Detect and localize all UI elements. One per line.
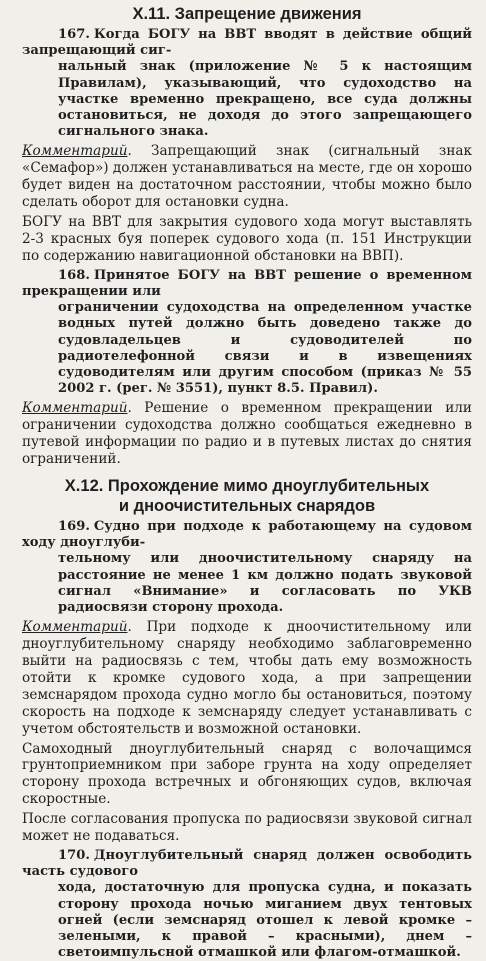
comment-168-text: . Решение о временном прекращении или ограничении судоходства должно сообщаться ежедневно в путевой информации по радио и в путевых листах до снятия ограничений. [22, 400, 472, 468]
rule-168-number: 168. [58, 267, 90, 283]
comment-168 [22, 400, 472, 468]
rule-170-number: 170. [58, 848, 90, 864]
rule-168-first-line [22, 268, 472, 300]
section-12-title-line1: X.12. Прохождение мимо дноуглубительных [64, 477, 430, 496]
rule-167-continuation: нальный знак (приложение № 5 к настоящим Правилам), указывающий, что судоходство на участке временно прекращено, все суда должны остановиться, не доходя до этого запрещающего сигнального знака. [58, 59, 472, 140]
rule-167-number: 167. [58, 27, 90, 42]
paragraph-dredge: Самоходный дноуглубительный снаряд с волочащимся грунтоприемником при заборе грунта на ходу определяет сторону прохода встречных и обгоняющих судов, включая скоростные. [22, 740, 472, 808]
section-12-title [22, 476, 472, 516]
comment-167 [22, 143, 472, 211]
rule-170 [22, 848, 472, 961]
rule-170-first-text: Дноуглубительный снаряд должен освободить часть судового [22, 848, 472, 880]
section-11-title: X.11. Запрещение движения [132, 5, 362, 23]
rule-167-first-line [22, 27, 472, 59]
rule-167 [22, 27, 472, 140]
rule-167-first-text: Когда БОГУ на ВВТ вводят в действие общий запрещающий сиг- [22, 27, 472, 59]
rule-170-first-line [22, 848, 472, 880]
rule-169-first-text: Судно при подходе к работающему на судовом ходу дноуглуби- [22, 519, 472, 551]
paragraph-after-agreement: После согласования пропуска по радиосвязи звуковой сигнал может не подаваться. [22, 811, 472, 845]
rule-168-first-text: Принятое БОГУ на ВВТ решение о временном прекращении или [22, 267, 472, 299]
comment-label: Комментарий [22, 619, 128, 636]
rule-169 [22, 519, 472, 616]
rule-169-continuation: тельному или дноочистительному снаряду на расстояние не менее 1 км должно подать звуковой сигнал «Внимание» и согласовать по УКВ радиосвязи сторону прохода. [58, 551, 472, 616]
comment-label: Комментарий [22, 143, 128, 160]
rule-170-continuation: хода, достаточную для пропуска судна, и показать сторону прохода ночью миганием двух тентовых огней (если земснаряд отошел к левой кромке – зелеными, к правой – красными), днем – светоимпульсной отмашкой или флагом-отмашкой. [58, 880, 472, 961]
rule-169-first-line [22, 519, 472, 551]
comment-label: Комментарий [22, 400, 128, 417]
comment-167-text: . Запрещающий знак (сигнальный знак «Семафор») должен устанавливаться на месте, где он хорошо будет виден на достаточном расстоянии, чтобы можно было сделать оборот для остановки судна. [22, 143, 472, 211]
rule-169-number: 169. [58, 519, 90, 535]
comment-169 [22, 619, 472, 737]
rule-168 [22, 268, 472, 398]
section-12-title-line2: и дноочистительных снарядов [118, 497, 376, 516]
rule-168-continuation: ограничении судоходства на определенном участке водных путей должно быть доведено также до судовладельцев и судоводителей по радиотелефонной связи и в извещениях судоводителям или другим способом (приказ № 55 2002 г. (рег. № 3551), пункт 8.5. Правил). [58, 300, 472, 397]
paragraph-buoys: БОГУ на ВВТ для закрытия судового хода могут выставлять 2-3 красных буя поперек судового хода (п. 151 Инструкции по содержанию навигационной обстановки на ВВП). [22, 214, 472, 264]
comment-169-text: . При подходе к дноочистительному или дноуглубительному снаряду необходимо заблаговременно выйти на радиосвязь с тем, чтобы дать ему возможность отойти к кромке судового хода, а при запрещении земснарядом прохода судно могло бы остановиться, поэтому скорость на подходе к земснаряду следует устанавливать с учетом обстоятельств и возможной остановки. [22, 619, 472, 737]
